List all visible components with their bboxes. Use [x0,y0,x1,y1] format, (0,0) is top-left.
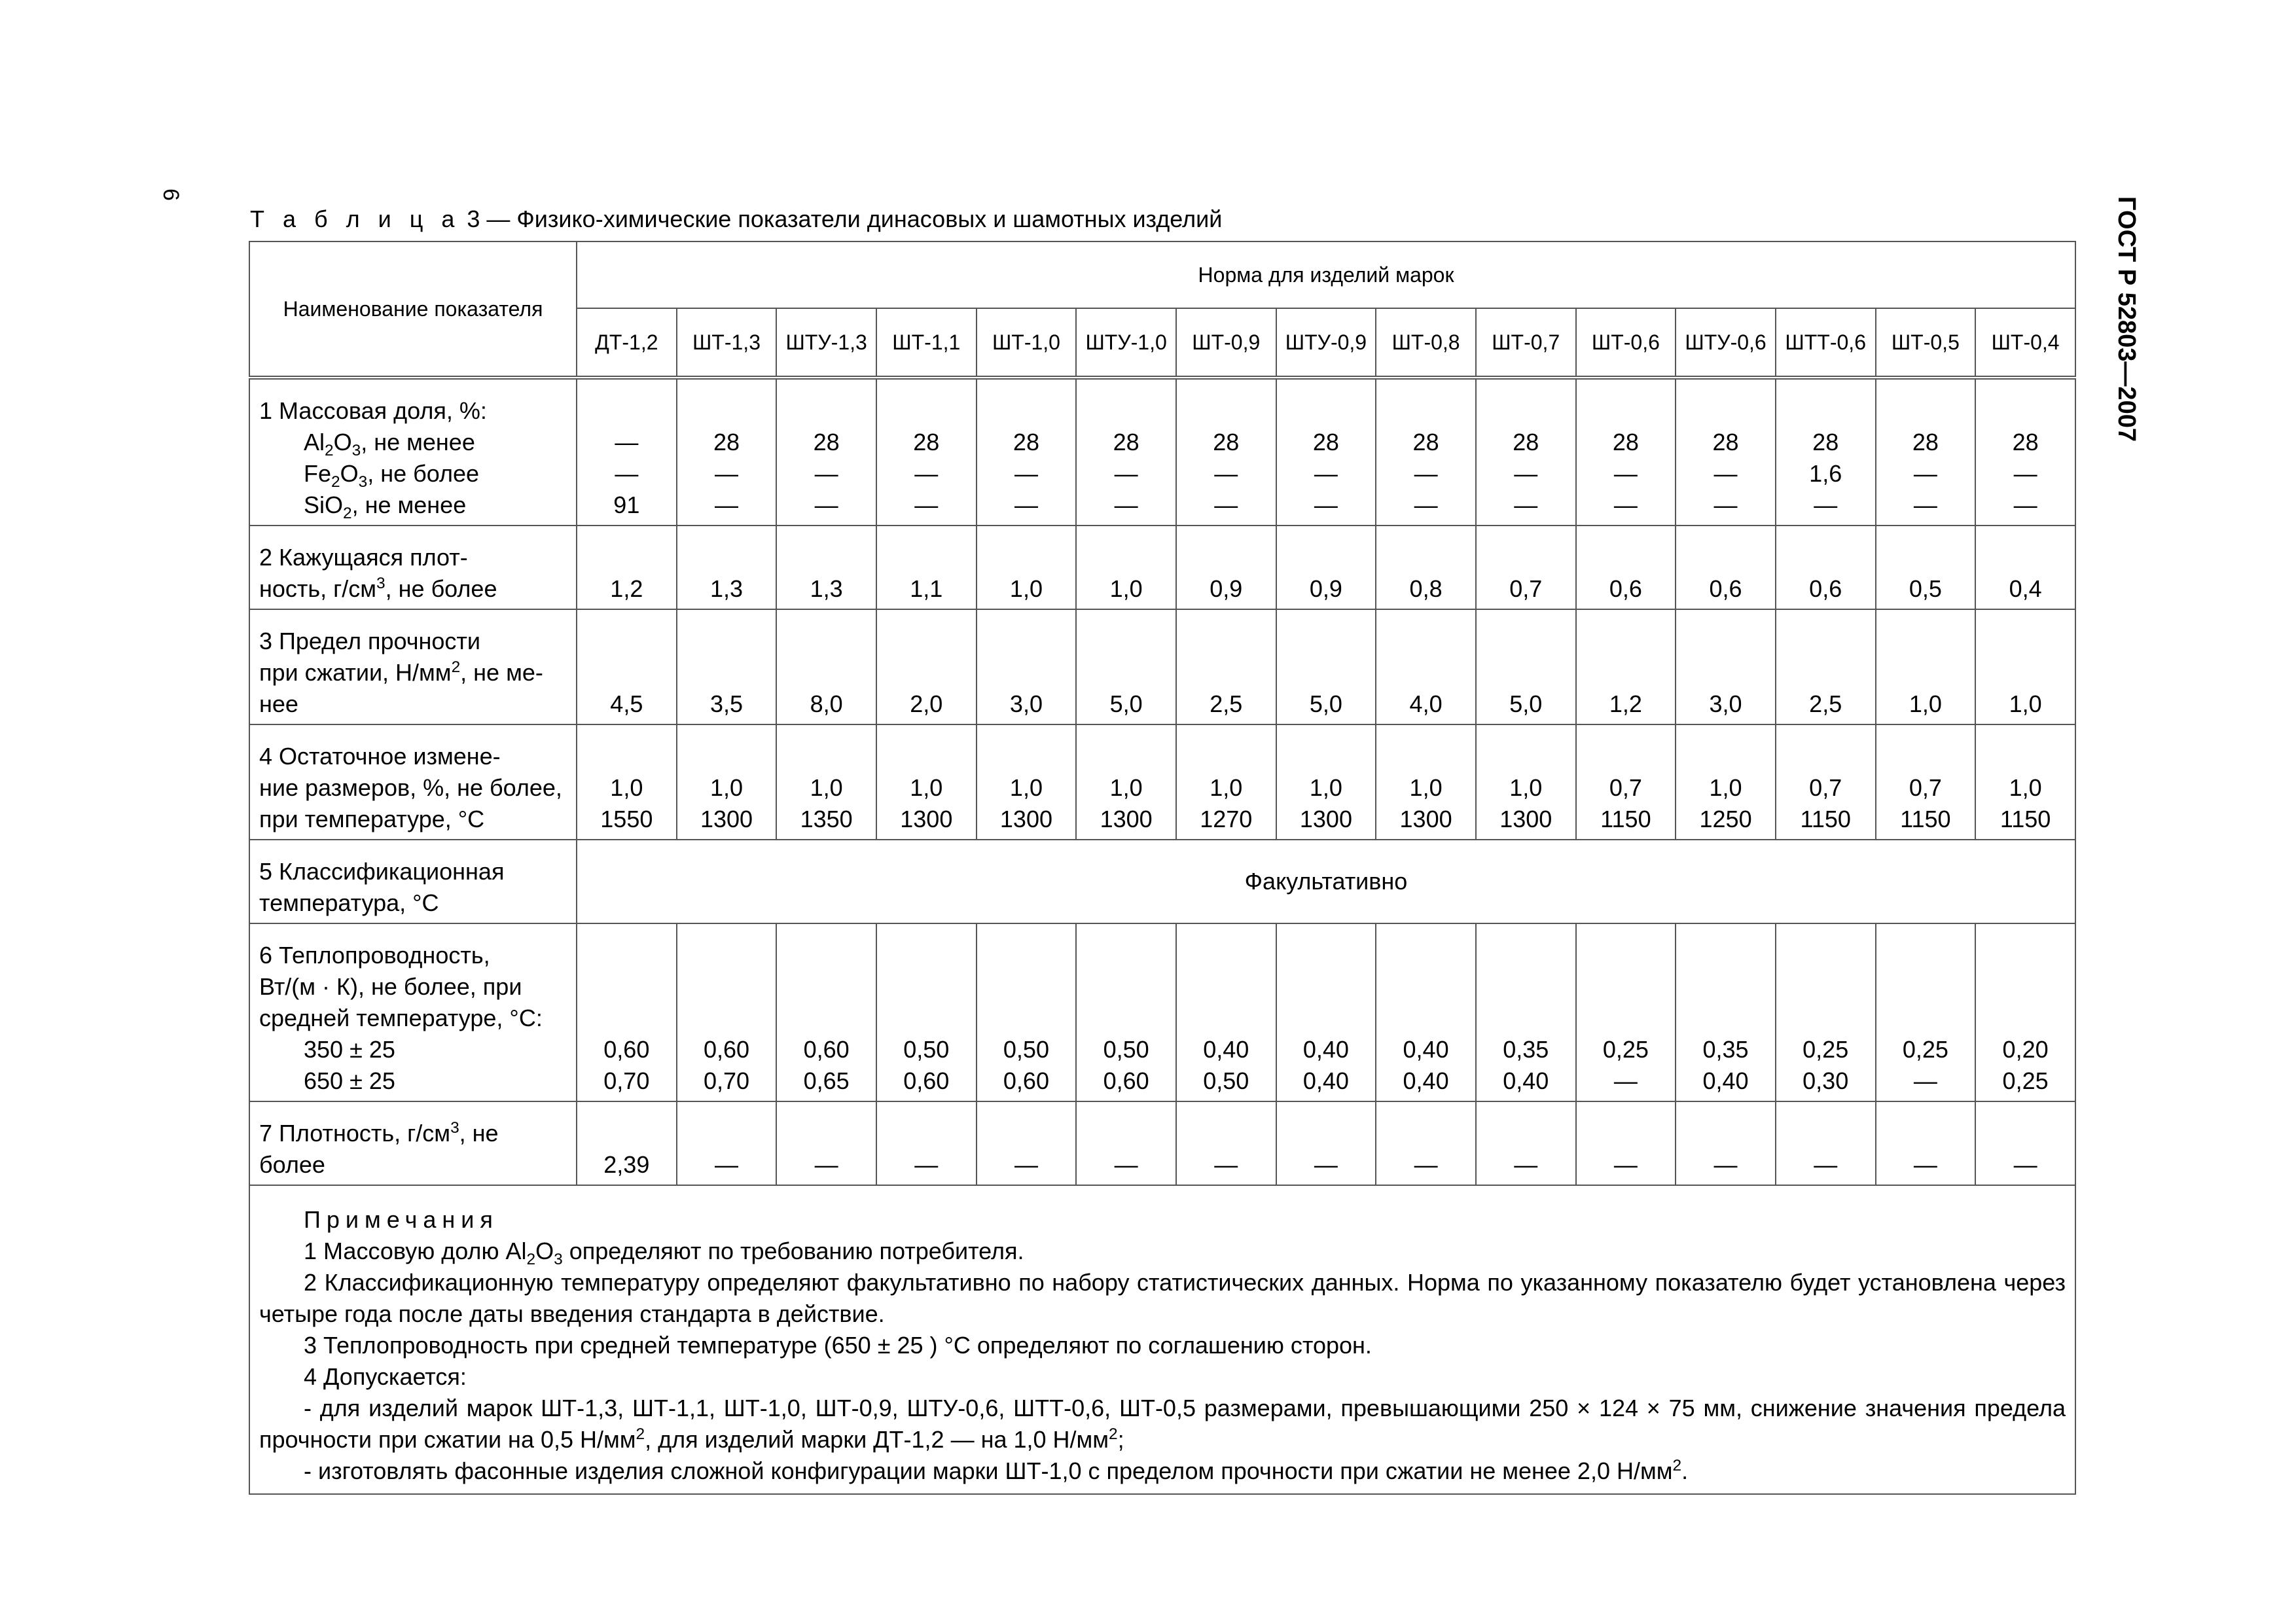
value-cell [1975,923,2075,1101]
value-cell [1975,724,2075,840]
value-line: 1,0 [1210,774,1243,801]
value-cell [1576,923,1676,1101]
value-line: 1300 [700,806,753,832]
row-7-name [249,1101,577,1185]
value-line: 1,0 [1709,774,1742,801]
value-line: 1,0 [2009,774,2042,801]
value-line: — [615,460,639,487]
note-2: 2 Классификационную температуру определяют факультативно по набору статистических данных. Норма по указанному показателю будет установлена через четыре года после даты введения стандарта в действие. [259,1269,2066,1327]
value-cell: 0,6 [1776,526,1876,609]
table-caption [250,205,1222,233]
value-line: — [1713,460,1738,487]
value-line: 0,35 [1503,1036,1549,1063]
header-row-1 [249,241,2075,308]
value-cell: 2,5 [1776,609,1876,724]
value-cell: — [776,1101,876,1185]
value-line: 0,50 [1203,1067,1249,1094]
value-line: 1150 [2000,806,2051,832]
header-name: Наименование показателя [249,241,577,378]
value-line: 0,65 [803,1067,850,1094]
grade-header: ШТ-1,0 [977,308,1077,378]
value-cell: 1,3 [776,526,876,609]
value-cell [1376,724,1476,840]
row-1-sio2: SiO$_2$, не менее [304,491,467,523]
standard-label: ГОСТ Р 52803—2007 [2113,196,2140,442]
value-cell [776,724,876,840]
value-cell: 2,5 [1176,609,1276,724]
value-line: — [1414,491,1438,518]
note-3: 3 Теплопроводность при средней температуре (650 ± 25 ) °С определяют по соглашению сторон. [304,1332,1372,1359]
value-cell: — [1176,1101,1276,1185]
value-line: 0,25 [2002,1067,2049,1094]
value-cell [1676,724,1776,840]
value-line: — [1613,491,1638,518]
value-line: — [2013,460,2037,487]
value-cell [1876,724,1976,840]
row-7-line-1: 7 Плотность, $г/см^3$, не [259,1119,499,1147]
row-apparent-density [249,526,2075,609]
row-1-name [249,378,577,526]
page-number: 6 [158,188,183,201]
value-cell [1176,378,1276,526]
row-7-line-2: более [259,1151,325,1178]
value-line: — [1713,491,1738,518]
value-cell: — [1276,1101,1376,1185]
value-line: 0,7 [1609,774,1642,801]
value-cell [1276,724,1376,840]
value-cell: 1,2 [1576,609,1676,724]
value-cell [876,923,977,1101]
value-cell [577,724,677,840]
properties-table [249,241,2076,1495]
value-line: 1,0 [810,774,843,801]
value-line: 1300 [1299,806,1352,832]
value-line: 28 [1912,429,1939,455]
row-6-sub-350: 350 ± 25 [304,1036,395,1063]
row-density [249,1101,2075,1185]
value-cell [876,724,977,840]
row-mass-fraction [249,378,2075,526]
value-cell: 1,0 [977,526,1077,609]
value-line: 0,35 [1702,1036,1749,1063]
value-cell [1476,378,1576,526]
grade-header: ШТ-1,3 [677,308,777,378]
value-cell: — [1975,1101,2075,1185]
value-cell: 1,2 [577,526,677,609]
row-4-line-1: 4 Остаточное измене- [259,743,501,770]
value-line: — [714,491,738,518]
value-cell: 0,9 [1176,526,1276,609]
value-line: 28 [913,429,940,455]
value-line: — [1314,460,1338,487]
value-cell [977,724,1077,840]
value-line: 1,0 [1109,774,1143,801]
value-cell [1076,378,1176,526]
value-line: 28 [1412,429,1439,455]
value-cell [1276,378,1376,526]
value-cell: — [1676,1101,1776,1185]
grade-header: ШТУ-1,3 [776,308,876,378]
value-cell [1676,378,1776,526]
value-cell [1176,923,1276,1101]
value-cell: — [876,1101,977,1185]
value-cell [1876,923,1976,1101]
value-line: 0,50 [1003,1036,1049,1063]
caption-prefix: Т а б л и ц а [250,205,461,232]
grade-header: ШТ-0,8 [1376,308,1476,378]
value-cell [977,923,1077,1101]
note-1: 1 Массовую долю $Al_2O_3$ определяют по требованию потребителя. [304,1238,1024,1269]
row-4-line-3: при температуре, °С [259,806,485,832]
value-line: 0,25 [1602,1036,1649,1063]
value-cell: — [1576,1101,1676,1185]
value-cell: 0,5 [1876,526,1976,609]
value-cell: 1,0 [1975,609,2075,724]
note-4a: - для изделий марок ШТ-1,3, ШТ-1,1, ШТ-1,0, ШТ-0,9, ШТУ-0,6, ШТТ-0,6, ШТ-0,5 размерами, превышающими 250 × 124 × 75 мм, снижение значения предела прочности при сжатии на 0,5 $Н/мм^2$, для изделий марки ДТ-1,2 — на 1,0 $Н/мм^2$; [259,1395,2066,1453]
value-cell [1376,378,1476,526]
value-line: — [1613,460,1638,487]
value-cell: 0,9 [1276,526,1376,609]
value-line: 1,0 [910,774,943,801]
value-cell [1876,378,1976,526]
row-classification-temperature [249,840,2075,923]
value-cell [1576,724,1676,840]
row-1-fe2o3: $Fe_2O_3$, не более [304,460,480,491]
value-line: 1,0 [1509,774,1543,801]
row-4-name [249,724,577,840]
value-cell [1576,378,1676,526]
value-cell [1776,923,1876,1101]
value-line: — [1314,491,1338,518]
grade-header: ШТ-0,5 [1876,308,1976,378]
value-cell: 5,0 [1076,609,1176,724]
value-cell [1776,724,1876,840]
value-line: 0,60 [1003,1067,1049,1094]
row-6-line-3: средней температуре, °С: [259,1005,543,1031]
value-line: 0,20 [2002,1036,2049,1063]
value-cell: 2,39 [577,1101,677,1185]
value-cell [776,923,876,1101]
value-cell: 0,6 [1576,526,1676,609]
value-line: 0,60 [903,1067,950,1094]
value-line: 1300 [1499,806,1552,832]
value-line: 28 [1712,429,1739,455]
value-cell: 8,0 [776,609,876,724]
value-line: 28 [813,429,840,455]
grade-header: ШТ-0,4 [1975,308,2075,378]
value-line: 1300 [1100,806,1153,832]
value-cell: 1,1 [876,526,977,609]
value-cell [776,378,876,526]
value-cell [1476,724,1576,840]
row-5-value: Факультативно [577,840,2075,923]
value-line: — [1613,1067,1638,1094]
value-cell [677,724,777,840]
value-line: 0,40 [1403,1036,1449,1063]
value-cell: 1,3 [677,526,777,609]
value-cell: 3,0 [1676,609,1776,724]
grade-header: ШТ-0,6 [1576,308,1676,378]
value-line: 28 [1812,429,1839,455]
value-line: — [1913,491,1937,518]
row-compressive-strength [249,609,2075,724]
caption-text: 3 — Физико-химические показатели динасовых и шамотных изделий [460,205,1223,232]
value-line: 0,60 [603,1036,650,1063]
value-line: 28 [1612,429,1639,455]
value-line: — [914,460,939,487]
value-line: 1300 [900,806,953,832]
value-line: — [1114,491,1138,518]
value-line: 0,60 [1103,1067,1149,1094]
row-1-title: 1 Массовая доля, %: [259,397,487,424]
value-line: — [1414,460,1438,487]
value-cell: 3,0 [977,609,1077,724]
value-cell: — [977,1101,1077,1185]
value-line: 1,0 [1409,774,1443,801]
row-1-al2o3: $Al_2O_3$, не менее [304,429,475,460]
value-line: — [1913,460,1937,487]
value-cell: — [1876,1101,1976,1185]
value-cell [1676,923,1776,1101]
row-3-line-1: 3 Предел прочности [259,628,480,654]
value-line: 1300 [1399,806,1452,832]
value-line: 28 [1513,429,1539,455]
value-line: 1,6 [1809,460,1842,487]
value-cell: 5,0 [1476,609,1576,724]
value-line: — [1014,491,1038,518]
value-line: 0,30 [1803,1067,1849,1094]
row-5-name [249,840,577,923]
grade-header: ШТ-0,9 [1176,308,1276,378]
value-cell: 0,6 [1676,526,1776,609]
value-line: — [914,491,939,518]
value-cell: — [677,1101,777,1185]
value-line: 0,70 [603,1067,650,1094]
value-cell: — [1476,1101,1576,1185]
value-line: 0,40 [1702,1067,1749,1094]
value-cell [577,923,677,1101]
value-line: 1350 [800,806,853,832]
value-line: — [714,460,738,487]
grade-header: ШТУ-0,9 [1276,308,1376,378]
row-6-line-1: 6 Теплопроводность, [259,942,490,969]
value-cell [1476,923,1576,1101]
value-line: 28 [1013,429,1039,455]
value-line: 0,25 [1803,1036,1849,1063]
value-line: 0,7 [1809,774,1842,801]
grade-header: ШТУ-0,6 [1676,308,1776,378]
value-line: 1,0 [1009,774,1043,801]
value-cell [1276,923,1376,1101]
row-5-line-1: 5 Классификационная [259,858,505,885]
value-cell [677,378,777,526]
value-line: 0,60 [803,1036,850,1063]
value-line: 0,70 [703,1067,750,1094]
value-cell: 0,8 [1376,526,1476,609]
value-cell [677,923,777,1101]
value-line: — [1214,460,1238,487]
row-2-line-1: 2 Кажущаяся плот- [259,544,468,571]
value-cell [1376,923,1476,1101]
value-line: — [1913,1067,1937,1094]
value-line: — [1214,491,1238,518]
value-line: 28 [1113,429,1139,455]
row-2-name [249,526,577,609]
value-cell: 1,0 [1876,609,1976,724]
notes-row [249,1185,2075,1494]
row-5-line-2: температура, °С [259,889,439,916]
value-cell [577,378,677,526]
value-line: — [615,429,639,455]
value-line: — [814,491,838,518]
row-residual-change [249,724,2075,840]
value-line: 1150 [1900,806,1951,832]
value-cell: 1,0 [1076,526,1176,609]
grade-header: ДТ-1,2 [577,308,677,378]
value-line: — [814,460,838,487]
value-cell: 4,5 [577,609,677,724]
value-line: — [1514,491,1538,518]
row-4-line-2: ние размеров, %, не более, [259,774,562,801]
value-line: 0,40 [1302,1036,1349,1063]
value-line: 28 [2012,429,2039,455]
value-cell [1176,724,1276,840]
row-3-line-2: при сжатии, $Н/мм^2$, не ме- [259,658,543,686]
row-3-name [249,609,577,724]
value-cell [1076,923,1176,1101]
value-cell: — [1376,1101,1476,1185]
grade-header: ШТУ-1,0 [1076,308,1176,378]
header-norm: Норма для изделий марок [577,241,2075,308]
value-cell: — [1076,1101,1176,1185]
value-line: — [1114,460,1138,487]
value-line: 28 [1312,429,1339,455]
value-cell: 5,0 [1276,609,1376,724]
value-line: 28 [713,429,740,455]
notes [249,1185,2075,1494]
note-4: 4 Допускается: [304,1363,467,1390]
grade-header: ШТ-0,7 [1476,308,1576,378]
value-line: 1270 [1200,806,1253,832]
value-line: — [1514,460,1538,487]
value-line: 0,7 [1909,774,1942,801]
value-line: 0,60 [703,1036,750,1063]
value-cell: 4,0 [1376,609,1476,724]
value-line: — [1014,460,1038,487]
value-line: 1300 [999,806,1052,832]
row-3-line-3: нее [259,690,298,717]
value-cell: 3,5 [677,609,777,724]
value-line: 0,40 [1403,1067,1449,1094]
row-6-sub-650: 650 ± 25 [304,1067,395,1094]
row-6-line-2: Вт/(м · К), не более, при [259,973,522,1000]
value-cell [876,378,977,526]
value-line: 0,40 [1203,1036,1249,1063]
row-2-line-2: ность, $г/см^3$, не более [259,575,497,602]
value-line: 1250 [1699,806,1752,832]
value-cell [977,378,1077,526]
value-cell: 0,4 [1975,526,2075,609]
grade-header: ШТ-1,1 [876,308,977,378]
note-4b: - изготовлять фасонные изделия сложной конфигурации марки ШТ-1,0 с пределом прочности при сжатии не менее 2,0 $Н/мм^2$. [304,1457,1689,1484]
value-line: 1,0 [610,774,643,801]
value-line: 0,50 [1103,1036,1149,1063]
value-line: 1,0 [709,774,743,801]
value-line: 0,50 [903,1036,950,1063]
value-line: 1,0 [1309,774,1342,801]
value-line: 1550 [600,806,653,832]
value-cell [1975,378,2075,526]
value-cell: — [1776,1101,1876,1185]
grade-header: ШТТ-0,6 [1776,308,1876,378]
value-line: 1150 [1600,806,1651,832]
value-cell [1776,378,1876,526]
row-6-name [249,923,577,1101]
value-line: — [1814,491,1838,518]
value-line: — [2013,491,2037,518]
value-line: 91 [613,491,640,518]
value-line: 0,40 [1302,1067,1349,1094]
value-line: 1150 [1800,806,1851,832]
value-cell: 0,7 [1476,526,1576,609]
value-line: 28 [1213,429,1240,455]
value-cell: 2,0 [876,609,977,724]
value-line: 0,25 [1902,1036,1948,1063]
value-cell [1076,724,1176,840]
row-thermal-conductivity [249,923,2075,1101]
notes-title: Примечания [304,1206,499,1233]
value-line: 0,40 [1503,1067,1549,1094]
